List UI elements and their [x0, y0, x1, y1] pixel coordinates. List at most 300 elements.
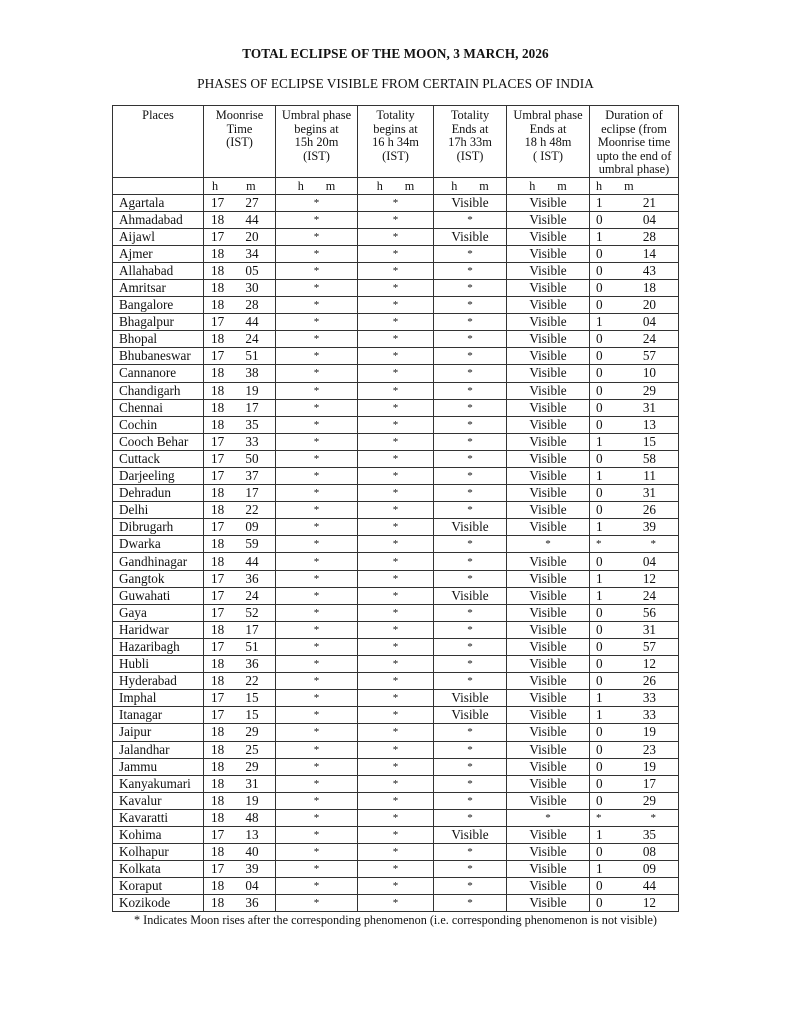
totality-begin-status: * — [358, 809, 434, 826]
moonrise-time — [204, 468, 276, 485]
totality-end-status: Visible — [434, 707, 507, 724]
moonrise-minute: 22 — [245, 673, 259, 689]
duration-hour: 1 — [596, 827, 603, 843]
duration-hour: 0 — [596, 775, 603, 791]
duration-minute: 04 — [642, 314, 656, 330]
umbral-end-status: Visible — [507, 194, 590, 211]
moonrise-hour: 18 — [211, 758, 225, 774]
umbral-end-status: Visible — [507, 553, 590, 570]
umbral-begin-status: * — [276, 878, 358, 895]
table-row — [113, 314, 679, 331]
umbral-begin-status: * — [276, 536, 358, 553]
place-name: Chennai — [113, 399, 204, 416]
duration-hour: 0 — [596, 485, 603, 501]
moonrise-hour: 18 — [211, 621, 225, 637]
moonrise-time — [204, 502, 276, 519]
moonrise-hour: 18 — [211, 775, 225, 791]
totality-begin-status: * — [358, 245, 434, 262]
table-row — [113, 621, 679, 638]
umbral-end-status: Visible — [507, 485, 590, 502]
moonrise-minute: 44 — [245, 314, 259, 330]
duration — [590, 707, 679, 724]
column-header-line: 17h 33m — [448, 135, 492, 149]
table-row — [113, 826, 679, 843]
table-row — [113, 861, 679, 878]
document-subtitle: PHASES OF ECLIPSE VISIBLE FROM CERTAIN PLACES OF INDIA — [197, 76, 594, 91]
umbral-begin-status: * — [276, 895, 358, 912]
duration — [590, 331, 679, 348]
totality-begin-status: * — [358, 553, 434, 570]
umbral-end-status: Visible — [507, 228, 590, 245]
place-name: Hazaribagh — [113, 638, 204, 655]
moonrise-minute: 19 — [245, 382, 259, 398]
moonrise-time — [204, 262, 276, 279]
umbral-end-status: Visible — [507, 519, 590, 536]
moonrise-minute: 51 — [245, 638, 259, 654]
totality-begin-status: * — [358, 297, 434, 314]
table-row — [113, 245, 679, 262]
umbral-begin-status: * — [276, 656, 358, 673]
table-row — [113, 485, 679, 502]
column-header-umbral-begin — [276, 106, 358, 178]
table-row — [113, 382, 679, 399]
moonrise-minute: 17 — [245, 399, 259, 415]
umbral-end-status: Visible — [507, 707, 590, 724]
moonrise-minute: 29 — [245, 724, 259, 740]
column-header-line: Ends at — [451, 121, 489, 136]
umbral-end-status: Visible — [507, 844, 590, 861]
duration-hour: 0 — [596, 280, 603, 296]
duration-hour: 0 — [596, 878, 603, 894]
umbral-end-status: Visible — [507, 621, 590, 638]
umbral-begin-status: * — [276, 775, 358, 792]
moonrise-minute: 48 — [245, 809, 259, 825]
umbral-end-status: Visible — [507, 416, 590, 433]
moonrise-time — [204, 638, 276, 655]
moonrise-time — [204, 536, 276, 553]
moonrise-hour: 18 — [211, 365, 225, 381]
umbral-end-status: Visible — [507, 262, 590, 279]
moonrise-hour: 17 — [211, 604, 225, 620]
totality-end-status: Visible — [434, 228, 507, 245]
moonrise-minute: 20 — [245, 228, 259, 244]
moonrise-minute: 31 — [245, 775, 259, 791]
moonrise-time — [204, 792, 276, 809]
umbral-end-status: Visible — [507, 826, 590, 843]
umbral-begin-status: * — [276, 382, 358, 399]
table-row — [113, 758, 679, 775]
duration-minute: 39 — [642, 519, 656, 535]
umbral-begin-status: * — [276, 331, 358, 348]
duration-hour: 0 — [596, 895, 603, 911]
moonrise-time — [204, 297, 276, 314]
duration-hour: 1 — [596, 433, 603, 449]
totality-begin-status: * — [358, 502, 434, 519]
totality-begin-status: * — [358, 792, 434, 809]
umbral-end-status: Visible — [507, 279, 590, 296]
totality-begin-status: * — [358, 382, 434, 399]
duration — [590, 245, 679, 262]
totality-end-status: * — [434, 450, 507, 467]
column-header-duration — [590, 106, 679, 178]
duration-minute: 24 — [642, 587, 656, 603]
umbral-end-status: Visible — [507, 895, 590, 912]
place-name: Imphal — [113, 690, 204, 707]
duration-hour: 0 — [596, 382, 603, 398]
moonrise-time — [204, 895, 276, 912]
moonrise-hour: 18 — [211, 331, 225, 347]
moonrise-hour: 18 — [211, 211, 225, 227]
moonrise-minute: 13 — [245, 827, 259, 843]
totality-end-status: * — [434, 638, 507, 655]
place-name: Aijawl — [113, 228, 204, 245]
totality-end-status: * — [434, 570, 507, 587]
duration-hour: 0 — [596, 450, 603, 466]
table-row — [113, 604, 679, 621]
totality-end-status: * — [434, 348, 507, 365]
umbral-end-status: Visible — [507, 638, 590, 655]
moonrise-time — [204, 621, 276, 638]
table-row — [113, 279, 679, 296]
totality-end-status: Visible — [434, 519, 507, 536]
column-header-umbral-end — [507, 106, 590, 178]
totality-begin-status: * — [358, 331, 434, 348]
place-name: Bhopal — [113, 331, 204, 348]
duration-minute: 31 — [642, 621, 656, 637]
duration-minute: 29 — [642, 792, 656, 808]
totality-end-status: * — [434, 365, 507, 382]
duration-minute: * — [650, 811, 656, 824]
moonrise-minute: 04 — [245, 878, 259, 894]
moonrise-minute: 05 — [245, 262, 259, 278]
duration — [590, 638, 679, 655]
moonrise-hour: 18 — [211, 382, 225, 398]
totality-end-status: * — [434, 502, 507, 519]
umbral-begin-status: * — [276, 604, 358, 621]
totality-begin-status: * — [358, 365, 434, 382]
duration-hour: 0 — [596, 297, 603, 313]
column-header-line: Umbral phase — [281, 108, 352, 122]
duration-minute: 57 — [642, 348, 656, 364]
totality-begin-status: * — [358, 741, 434, 758]
totality-begin-status: * — [358, 228, 434, 245]
totality-end-status: * — [434, 844, 507, 861]
moonrise-time — [204, 861, 276, 878]
table-row — [113, 741, 679, 758]
place-name: Kohima — [113, 826, 204, 843]
umbral-begin-status: * — [276, 707, 358, 724]
totality-begin-status: * — [358, 604, 434, 621]
totality-begin-status: * — [358, 211, 434, 228]
moonrise-time — [204, 450, 276, 467]
totality-begin-status: * — [358, 621, 434, 638]
table-row — [113, 348, 679, 365]
table-row — [113, 502, 679, 519]
duration — [590, 792, 679, 809]
column-header-line: Moonrise — [215, 108, 264, 122]
place-name: Cuttack — [113, 450, 204, 467]
moonrise-hour: 18 — [211, 297, 225, 313]
totality-begin-status: * — [358, 690, 434, 707]
duration — [590, 485, 679, 502]
duration-minute: 29 — [642, 382, 656, 398]
moonrise-time — [204, 553, 276, 570]
moonrise-minute: 50 — [245, 450, 259, 466]
duration-minute: 14 — [642, 245, 656, 261]
umbral-end-status: Visible — [507, 468, 590, 485]
umbral-begin-status: * — [276, 416, 358, 433]
moonrise-time — [204, 279, 276, 296]
duration-hour: 0 — [596, 844, 603, 860]
moonrise-time — [204, 570, 276, 587]
duration — [590, 724, 679, 741]
totality-begin-status: * — [358, 895, 434, 912]
moonrise-hour: 17 — [211, 519, 225, 535]
umbral-begin-status: * — [276, 570, 358, 587]
umbral-begin-status: * — [276, 365, 358, 382]
column-header-line: begins at — [294, 121, 339, 136]
moonrise-minute: 35 — [245, 416, 259, 432]
duration — [590, 297, 679, 314]
moonrise-time — [204, 485, 276, 502]
moonrise-time — [204, 826, 276, 843]
duration — [590, 570, 679, 587]
duration-hour: 0 — [596, 724, 603, 740]
place-name: Kavalur — [113, 792, 204, 809]
moonrise-hour: 17 — [211, 468, 225, 484]
totality-end-status: * — [434, 211, 507, 228]
moonrise-minute: 36 — [245, 895, 259, 911]
place-name: Koraput — [113, 878, 204, 895]
duration-minute: 31 — [642, 399, 656, 415]
duration — [590, 673, 679, 690]
duration — [590, 228, 679, 245]
moonrise-minute: 44 — [245, 553, 259, 569]
duration-minute: * — [650, 538, 656, 551]
table-row — [113, 809, 679, 826]
totality-end-status: * — [434, 279, 507, 296]
moonrise-time — [204, 245, 276, 262]
moonrise-minute: 28 — [245, 297, 259, 313]
umbral-end-status: Visible — [507, 245, 590, 262]
duration-hour: 1 — [596, 570, 603, 586]
table-row — [113, 656, 679, 673]
umbral-begin-status: * — [276, 741, 358, 758]
place-name: Kolkata — [113, 861, 204, 878]
umbral-begin-status: * — [276, 826, 358, 843]
place-name: Bangalore — [113, 297, 204, 314]
place-name: Cooch Behar — [113, 433, 204, 450]
duration — [590, 809, 679, 826]
totality-end-status: Visible — [434, 826, 507, 843]
table-row — [113, 673, 679, 690]
duration-hour: 1 — [596, 228, 603, 244]
umbral-end-status: Visible — [507, 382, 590, 399]
duration — [590, 450, 679, 467]
moonrise-minute: 25 — [245, 741, 259, 757]
moonrise-minute: 40 — [245, 844, 259, 860]
moonrise-hour: 17 — [211, 861, 225, 877]
totality-end-status: * — [434, 724, 507, 741]
duration-minute: 35 — [642, 827, 656, 843]
column-header-line: Places — [142, 108, 174, 122]
duration-hour: 1 — [596, 194, 603, 210]
duration-minute: 15 — [642, 433, 656, 449]
umbral-end-status: Visible — [507, 724, 590, 741]
moonrise-time — [204, 690, 276, 707]
moonrise-hour: 17 — [211, 228, 225, 244]
totality-end-status: * — [434, 895, 507, 912]
umbral-begin-status: * — [276, 245, 358, 262]
duration — [590, 861, 679, 878]
umbral-begin-status: * — [276, 450, 358, 467]
moonrise-time — [204, 775, 276, 792]
totality-end-status: * — [434, 297, 507, 314]
moonrise-time — [204, 587, 276, 604]
totality-end-status: * — [434, 741, 507, 758]
duration — [590, 433, 679, 450]
units-umbral-end: h m — [507, 177, 590, 194]
place-name: Amritsar — [113, 279, 204, 296]
duration-hour: 1 — [596, 861, 603, 877]
moonrise-time — [204, 211, 276, 228]
totality-end-status: * — [434, 382, 507, 399]
moonrise-minute: 36 — [245, 570, 259, 586]
duration-hour: 0 — [596, 365, 603, 381]
totality-end-status: * — [434, 673, 507, 690]
place-name: Kanyakumari — [113, 775, 204, 792]
umbral-end-status: Visible — [507, 365, 590, 382]
column-header-totality-begin — [358, 106, 434, 178]
duration — [590, 656, 679, 673]
duration-minute: 12 — [642, 570, 656, 586]
place-name: Gaya — [113, 604, 204, 621]
moonrise-hour: 17 — [211, 194, 225, 210]
table-row — [113, 433, 679, 450]
umbral-begin-status: * — [276, 399, 358, 416]
umbral-begin-status: * — [276, 673, 358, 690]
table-row — [113, 775, 679, 792]
moonrise-hour: 17 — [211, 314, 225, 330]
moonrise-hour: 17 — [211, 433, 225, 449]
duration-hour: 0 — [596, 262, 603, 278]
moonrise-time — [204, 348, 276, 365]
umbral-end-status: Visible — [507, 604, 590, 621]
duration-minute: 58 — [642, 450, 656, 466]
column-header-totality-end — [434, 106, 507, 178]
table-row — [113, 194, 679, 211]
totality-end-status: * — [434, 878, 507, 895]
duration-hour: 0 — [596, 348, 603, 364]
moonrise-time — [204, 844, 276, 861]
duration-hour: 1 — [596, 587, 603, 603]
totality-end-status: * — [434, 433, 507, 450]
place-name: Guwahati — [113, 587, 204, 604]
umbral-end-status: Visible — [507, 211, 590, 228]
totality-end-status: * — [434, 861, 507, 878]
table-header-row — [113, 106, 679, 178]
duration — [590, 844, 679, 861]
totality-end-status: * — [434, 553, 507, 570]
umbral-end-status: Visible — [507, 399, 590, 416]
column-header-line: (IST) — [303, 148, 330, 163]
umbral-begin-status: * — [276, 314, 358, 331]
umbral-end-status: Visible — [507, 861, 590, 878]
duration-minute: 28 — [642, 228, 656, 244]
umbral-end-status: Visible — [507, 502, 590, 519]
column-header-line: eclipse (from — [601, 121, 667, 136]
moonrise-hour: 18 — [211, 878, 225, 894]
place-name: Gangtok — [113, 570, 204, 587]
moonrise-minute: 51 — [245, 348, 259, 364]
totality-end-status: * — [434, 792, 507, 809]
moonrise-time — [204, 656, 276, 673]
umbral-end-status: Visible — [507, 673, 590, 690]
duration — [590, 587, 679, 604]
totality-end-status: * — [434, 656, 507, 673]
moonrise-time — [204, 416, 276, 433]
moonrise-hour: 18 — [211, 724, 225, 740]
moonrise-minute: 09 — [245, 519, 259, 535]
totality-end-status: Visible — [434, 690, 507, 707]
totality-begin-status: * — [358, 570, 434, 587]
column-header-line: (IST) — [382, 148, 409, 163]
duration-minute: 20 — [642, 297, 656, 313]
duration-minute: 44 — [642, 878, 656, 894]
moonrise-hour: 18 — [211, 844, 225, 860]
table-row — [113, 724, 679, 741]
moonrise-minute: 34 — [245, 245, 259, 261]
umbral-end-status: Visible — [507, 297, 590, 314]
totality-begin-status: * — [358, 826, 434, 843]
totality-end-status: * — [434, 468, 507, 485]
duration-minute: 21 — [642, 194, 656, 210]
totality-begin-status: * — [358, 844, 434, 861]
umbral-begin-status: * — [276, 485, 358, 502]
totality-begin-status: * — [358, 433, 434, 450]
moonrise-hour: 18 — [211, 502, 225, 518]
duration-hour: 0 — [596, 416, 603, 432]
moonrise-minute: 36 — [245, 656, 259, 672]
column-header-line: 16 h 34m — [372, 135, 419, 149]
column-header-line: Time — [226, 121, 253, 136]
duration-hour: 1 — [596, 519, 603, 535]
duration — [590, 690, 679, 707]
moonrise-time — [204, 724, 276, 741]
duration-hour: 0 — [596, 331, 603, 347]
duration — [590, 775, 679, 792]
umbral-begin-status: * — [276, 348, 358, 365]
umbral-end-status: Visible — [507, 433, 590, 450]
table-row — [113, 536, 679, 553]
totality-begin-status: * — [358, 536, 434, 553]
duration-minute: 12 — [642, 895, 656, 911]
moonrise-minute: 15 — [245, 707, 259, 723]
place-name: Dehradun — [113, 485, 204, 502]
umbral-begin-status: * — [276, 297, 358, 314]
table-row — [113, 638, 679, 655]
moonrise-time — [204, 707, 276, 724]
table-row — [113, 553, 679, 570]
umbral-begin-status: * — [276, 758, 358, 775]
duration-hour: 1 — [596, 707, 603, 723]
totality-begin-status: * — [358, 758, 434, 775]
place-name: Kolhapur — [113, 844, 204, 861]
moonrise-minute: 17 — [245, 621, 259, 637]
totality-begin-status: * — [358, 348, 434, 365]
umbral-begin-status: * — [276, 690, 358, 707]
duration-hour: 0 — [596, 673, 603, 689]
